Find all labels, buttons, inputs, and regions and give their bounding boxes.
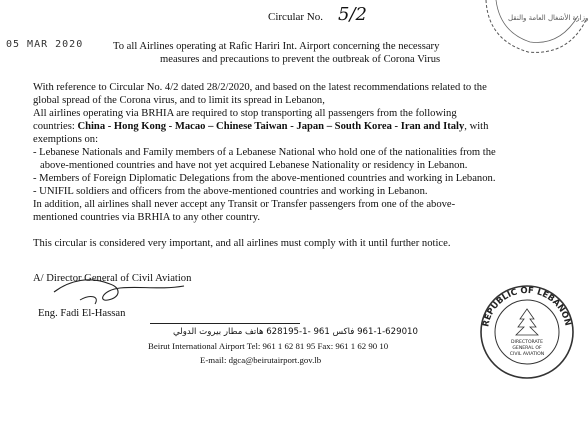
seal-ring-text: REPUBLIC OF LEBANON: [481, 285, 573, 328]
title-line-2: measures and precautions to prevent the outbreak of Corona Virus: [160, 54, 441, 65]
footer-arabic-line: 961-1-629010 فاكس 961 -1-628195 هاتف مطار بيروت الدولي: [173, 327, 418, 337]
seal-center-line-1: DIRECTORATE: [510, 340, 544, 345]
circular-label: Circular No.: [268, 11, 323, 23]
countries-prefix: countries:: [33, 121, 78, 132]
paragraph-2-line-1: All airlines operating via BRHIA are required to stop transporting all passengers from the following: [33, 108, 457, 119]
title-line-1: To all Airlines operating at Rafic Hariri Int. Airport concerning the necessary: [113, 41, 440, 52]
ministry-stamp-text: وزارة الأشغال العامة والنقل: [508, 14, 588, 22]
footer-email-line: E-mail: dgca@beirutairport.gov.lb: [200, 355, 322, 365]
paragraph-4: This circular is considered very important, and all airlines must comply with it until further notice.: [33, 238, 451, 249]
handwritten-signature-icon: [50, 270, 190, 310]
exemption-2: - Members of Foreign Diplomatic Delegations from the above-mentioned countries and working in Lebanon.: [33, 173, 496, 184]
exemption-3: - UNIFIL soldiers and officers from the above-mentioned countries and working in Lebanon.: [33, 186, 428, 197]
signatory-name: Eng. Fadi El-Hassan: [38, 308, 126, 319]
paragraph-3-line-2: mentioned countries via BRHIA to any other country.: [33, 212, 261, 223]
exemption-1-line-1: - Lebanese Nationals and Family members of a Lebanese National who hold one of the nationalities from the: [33, 147, 496, 158]
paragraph-2-line-3: exemptions on:: [33, 134, 99, 145]
paragraph-1-line-1: With reference to Circular No. 4/2 dated 28/2/2020, and based on the latest recommendations related to the: [33, 82, 487, 93]
countries-list: China - Hong Kong - Macao – Chinese Taiwan - Japan – South Korea - Iran and Italy: [77, 121, 465, 132]
ministry-stamp-icon: [478, 0, 588, 58]
footer-contact-line: Beirut International Airport Tel: 961 1 62 81 95 Fax: 961 1 62 90 10: [148, 341, 389, 351]
circular-number: 5/2: [338, 4, 367, 25]
seal-center-line-3: CIVIL AVIATION: [509, 352, 545, 357]
signatory-title: A/ Director General of Civil Aviation: [33, 273, 192, 284]
footer-divider: [150, 323, 300, 324]
exemption-1-line-2: above-mentioned countries and have not yet acquired Lebanese Nationality or residency in Lebanon.: [40, 160, 468, 171]
received-date-stamp: 05 MAR 2020: [6, 39, 84, 50]
paragraph-2-line-2: [33, 121, 488, 134]
republic-of-lebanon-seal-icon: [478, 283, 576, 381]
paragraph-1-line-2: global spread of the Corona virus, and to limit its spread in Lebanon,: [33, 95, 325, 106]
countries-suffix: , with: [464, 121, 489, 132]
paragraph-3-line-1: In addition, all airlines shall never accept any Transit or Transfer passengers from one of the above-: [33, 199, 456, 210]
seal-center-line-2: GENERAL OF: [512, 346, 542, 351]
